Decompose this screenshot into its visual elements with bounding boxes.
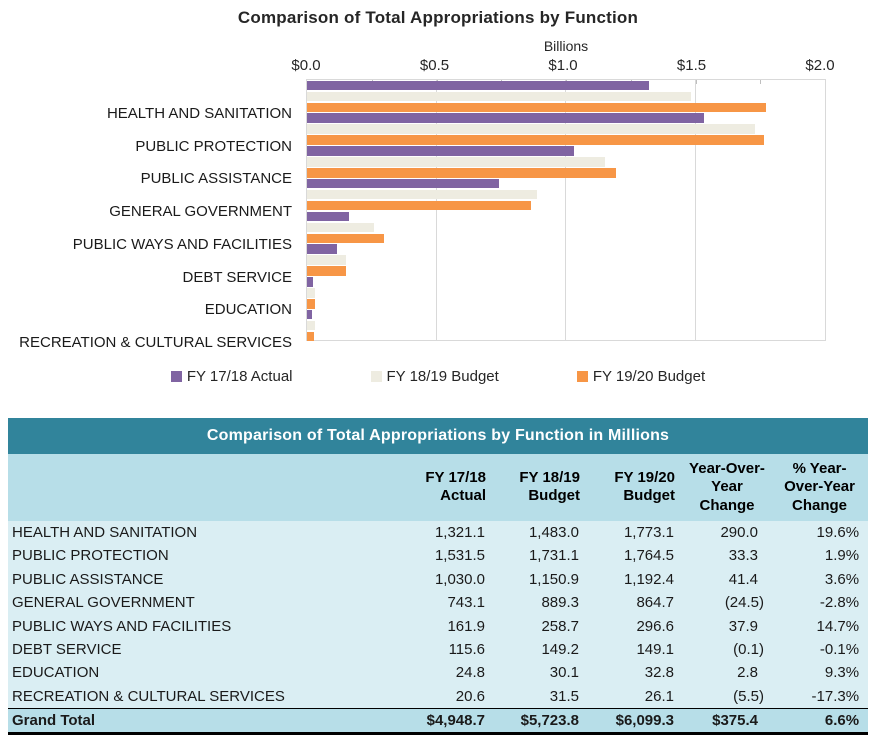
x-axis-ticks bbox=[291, 57, 835, 79]
bar-fy-19-20-budget bbox=[307, 103, 766, 113]
bar-fy-19-20-budget bbox=[307, 234, 384, 244]
bar-fy-17-18-actual bbox=[307, 277, 313, 287]
bar-fy-18-19-budget bbox=[307, 190, 537, 200]
x-axis-tick-label: $1.5 bbox=[676, 57, 707, 74]
bar-fy-18-19-budget bbox=[307, 321, 315, 331]
cell-value: (5.5) bbox=[683, 685, 773, 708]
cell-value: 3.6% bbox=[773, 568, 868, 591]
plot-column bbox=[291, 38, 835, 359]
bar-group bbox=[307, 178, 825, 211]
row-label: GENERAL GOVERNMENT bbox=[8, 591, 400, 614]
bar-fy-19-20-budget bbox=[307, 168, 616, 178]
grand-total-row bbox=[8, 708, 868, 733]
category-label: GENERAL GOVERNMENT bbox=[109, 203, 292, 221]
cell-value: 19.6% bbox=[773, 521, 868, 544]
bar-fy-17-18-actual bbox=[307, 212, 349, 222]
table-title: Comparison of Total Appropriations by Function in Millions bbox=[8, 418, 868, 454]
cell-value: 1,321.1 bbox=[400, 521, 494, 544]
legend-swatch bbox=[371, 371, 382, 382]
cell-value: 1,764.5 bbox=[588, 544, 683, 567]
table-row bbox=[8, 544, 868, 567]
bar-fy-18-19-budget bbox=[307, 288, 315, 298]
category-label: RECREATION & CULTURAL SERVICES bbox=[19, 334, 292, 352]
category-label: PUBLIC PROTECTION bbox=[135, 137, 292, 155]
x-axis-tick-label: $2.0 bbox=[805, 57, 835, 74]
row-label: DEBT SERVICE bbox=[8, 638, 400, 661]
bar-group bbox=[307, 80, 825, 113]
cell-value: 149.1 bbox=[588, 638, 683, 661]
bar-fy-17-18-actual bbox=[307, 244, 337, 254]
category-label: DEBT SERVICE bbox=[182, 268, 292, 286]
bar-group bbox=[307, 309, 825, 342]
cell-value: 2.8 bbox=[683, 661, 773, 684]
category-label: EDUCATION bbox=[204, 301, 292, 319]
plot-area bbox=[306, 79, 826, 341]
legend-label: FY 18/19 Budget bbox=[386, 368, 499, 385]
bar-fy-18-19-budget bbox=[307, 124, 755, 134]
cell-value: 889.3 bbox=[494, 591, 588, 614]
bar-fy-18-19-budget bbox=[307, 157, 605, 167]
table-row bbox=[8, 661, 868, 684]
column-header: % Year-Over-Year Change bbox=[773, 454, 868, 521]
cell-value: -17.3% bbox=[773, 685, 868, 708]
cell-value: $375.4 bbox=[683, 708, 773, 733]
cell-value: -0.1% bbox=[773, 638, 868, 661]
cell-value: 32.8 bbox=[588, 661, 683, 684]
cell-value: 24.8 bbox=[400, 661, 494, 684]
bar-fy-17-18-actual bbox=[307, 113, 704, 123]
cell-value: 1,531.5 bbox=[400, 544, 494, 567]
cell-value: 149.2 bbox=[494, 638, 588, 661]
row-label: PUBLIC PROTECTION bbox=[8, 544, 400, 567]
table-body bbox=[8, 521, 868, 733]
chart-body bbox=[0, 38, 876, 359]
bar-fy-18-19-budget bbox=[307, 255, 346, 265]
cell-value: 864.7 bbox=[588, 591, 683, 614]
x-axis-tick-label: $0.0 bbox=[291, 57, 321, 74]
legend-item bbox=[371, 368, 499, 385]
cell-value: 290.0 bbox=[683, 521, 773, 544]
category-label: PUBLIC WAYS AND FACILITIES bbox=[72, 235, 292, 253]
cell-value: 1,150.9 bbox=[494, 568, 588, 591]
row-label: HEALTH AND SANITATION bbox=[8, 521, 400, 544]
x-axis-tick-label: $1.0 bbox=[548, 57, 578, 74]
column-header: Year-Over-Year Change bbox=[683, 454, 773, 521]
cell-value: $4,948.7 bbox=[400, 708, 494, 733]
bar-fy-17-18-actual bbox=[307, 310, 312, 320]
cell-value: (24.5) bbox=[683, 591, 773, 614]
bar-fy-17-18-actual bbox=[307, 146, 574, 156]
cell-value: (0.1) bbox=[683, 638, 773, 661]
category-labels bbox=[0, 38, 306, 359]
cell-value: $5,723.8 bbox=[494, 708, 588, 733]
column-header: FY 19/20 Budget bbox=[588, 454, 683, 521]
table-title-row bbox=[8, 418, 868, 454]
bar-fy-19-20-budget bbox=[307, 266, 346, 276]
cell-value: 31.5 bbox=[494, 685, 588, 708]
appropriations-table bbox=[8, 418, 868, 735]
cell-value: 296.6 bbox=[588, 614, 683, 637]
row-label: RECREATION & CULTURAL SERVICES bbox=[8, 685, 400, 708]
row-label: EDUCATION bbox=[8, 661, 400, 684]
cell-value: 258.7 bbox=[494, 614, 588, 637]
table-header-row bbox=[8, 454, 868, 521]
legend-label: FY 19/20 Budget bbox=[592, 368, 706, 385]
column-header: FY 18/19 Budget bbox=[494, 454, 588, 521]
bar-fy-19-20-budget bbox=[307, 201, 531, 211]
cell-value: 37.9 bbox=[683, 614, 773, 637]
table-row bbox=[8, 521, 868, 544]
chart-legend bbox=[0, 368, 876, 385]
bar-fy-17-18-actual bbox=[307, 81, 649, 91]
cell-value: 30.1 bbox=[494, 661, 588, 684]
table-row bbox=[8, 614, 868, 637]
cell-value: -2.8% bbox=[773, 591, 868, 614]
cell-value: 115.6 bbox=[400, 638, 494, 661]
x-axis-title: Billions bbox=[543, 38, 589, 54]
chart-title: Comparison of Total Appropriations by Function bbox=[237, 8, 639, 27]
bar-fy-18-19-budget bbox=[307, 223, 374, 233]
cell-value: 26.1 bbox=[588, 685, 683, 708]
column-header: FY 17/18 Actual bbox=[400, 454, 494, 521]
bar-fy-18-19-budget bbox=[307, 92, 691, 102]
table-row bbox=[8, 685, 868, 708]
bar-fy-17-18-actual bbox=[307, 179, 499, 189]
legend-label: FY 17/18 Actual bbox=[186, 368, 293, 385]
bar-fy-19-20-budget bbox=[307, 135, 764, 145]
column-header bbox=[8, 454, 400, 521]
cell-value: 743.1 bbox=[400, 591, 494, 614]
legend-item bbox=[577, 368, 705, 385]
cell-value: 14.7% bbox=[773, 614, 868, 637]
cell-value: 1,192.4 bbox=[588, 568, 683, 591]
cell-value: 1.9% bbox=[773, 544, 868, 567]
cell-value: 1,030.0 bbox=[400, 568, 494, 591]
bar-group bbox=[307, 146, 825, 179]
x-axis-tick-label: $0.5 bbox=[419, 57, 450, 74]
cell-value: $6,099.3 bbox=[588, 708, 683, 733]
cell-value: 20.6 bbox=[400, 685, 494, 708]
legend-swatch bbox=[171, 371, 182, 382]
cell-value: 1,483.0 bbox=[494, 521, 588, 544]
cell-value: 1,731.1 bbox=[494, 544, 588, 567]
bar-fy-19-20-budget bbox=[307, 299, 315, 309]
legend-swatch bbox=[577, 371, 588, 382]
cell-value: 41.4 bbox=[683, 568, 773, 591]
bar-group bbox=[307, 244, 825, 277]
cell-value: 9.3% bbox=[773, 661, 868, 684]
row-label: PUBLIC WAYS AND FACILITIES bbox=[8, 614, 400, 637]
cell-value: 33.3 bbox=[683, 544, 773, 567]
row-label: PUBLIC ASSISTANCE bbox=[8, 568, 400, 591]
bar-group bbox=[307, 113, 825, 146]
category-label: HEALTH AND SANITATION bbox=[106, 104, 292, 122]
table-row bbox=[8, 638, 868, 661]
bar-fy-19-20-budget bbox=[307, 332, 314, 342]
table-row bbox=[8, 591, 868, 614]
bar-group bbox=[307, 211, 825, 244]
bar-group bbox=[307, 277, 825, 310]
table-row bbox=[8, 568, 868, 591]
cell-value: 161.9 bbox=[400, 614, 494, 637]
legend-item bbox=[171, 368, 293, 385]
cell-value: 1,773.1 bbox=[588, 521, 683, 544]
appropriations-table-section bbox=[8, 418, 868, 735]
category-label: PUBLIC ASSISTANCE bbox=[140, 170, 292, 188]
row-label: Grand Total bbox=[8, 708, 400, 733]
cell-value: 6.6% bbox=[773, 708, 868, 733]
